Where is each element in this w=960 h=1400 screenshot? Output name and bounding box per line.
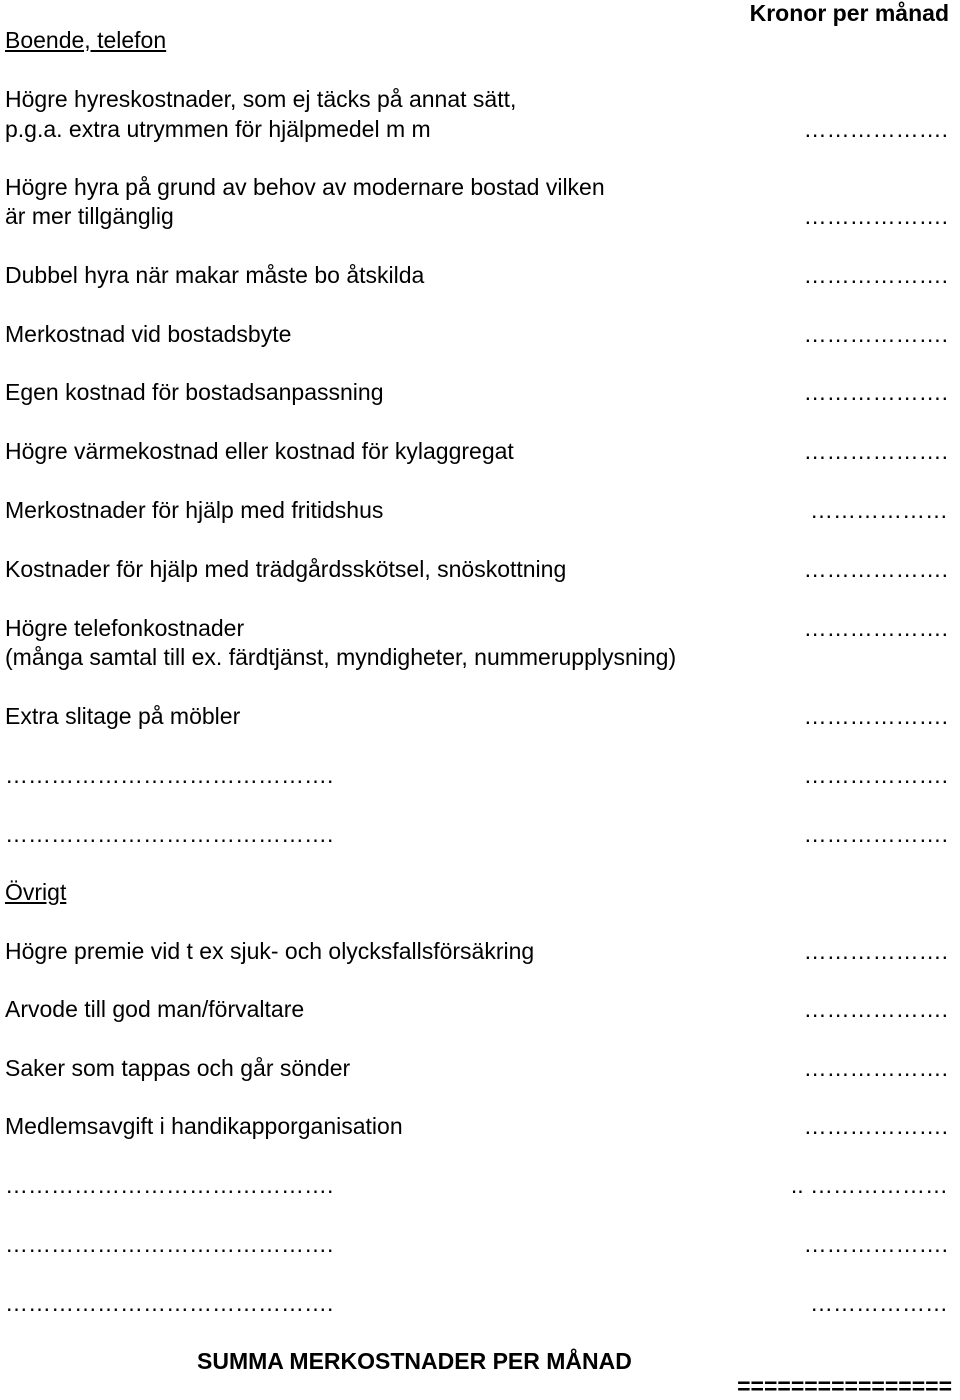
amount-premie: ………………. — [803, 938, 948, 964]
blank-line-right: ………………. — [803, 821, 948, 847]
label-bostadsbyte: Merkostnad vid bostadsbyte — [5, 321, 292, 347]
column-header: Kronor per månad — [749, 0, 949, 26]
blank-line-right: ……………… — [810, 1290, 948, 1316]
amount-bostadsbyte: ………………. — [803, 321, 948, 347]
label-telefon-line2: (många samtal till ex. färdtjänst, myndigheter, nummerupplysning) — [5, 644, 677, 670]
label-arvode: Arvode till god man/förvaltare — [5, 996, 305, 1022]
label-bostadsanpassning: Egen kostnad för bostadsanpassning — [5, 379, 384, 405]
section-heading-boende: Boende, telefon — [5, 27, 167, 53]
amount-dubbel-hyra: ………………. — [803, 262, 948, 288]
blank-line-left: ……………………………………. — [5, 1172, 334, 1198]
blank-line-right: ………………. — [803, 1231, 948, 1257]
amount-arvode: ………………. — [803, 996, 948, 1022]
label-premie: Högre premie vid t ex sjuk- och olycksfallsförsäkring — [5, 938, 535, 964]
amount-medlemsavgift: ………………. — [803, 1113, 948, 1139]
summa-label: SUMMA MERKOSTNADER PER MÅNAD — [197, 1348, 632, 1374]
label-saker: Saker som tappas och går sönder — [5, 1055, 351, 1081]
label-varmekostnad: Högre värmekostnad eller kostnad för kylaggregat — [5, 438, 514, 464]
amount-bostadsanpassning: ………………. — [803, 379, 948, 405]
label-modernare-line1: Högre hyra på grund av behov av modernare bostad vilken — [5, 174, 605, 200]
label-slitage: Extra slitage på möbler — [5, 703, 241, 729]
amount-fritidshus: ……………… — [810, 497, 948, 523]
amount-hyreskostnader: ………………. — [803, 116, 948, 142]
blank-line-left: ……………………………………. — [5, 1231, 334, 1257]
amount-telefon: ………………. — [803, 615, 948, 641]
amount-varmekostnad: ………………. — [803, 438, 948, 464]
amount-modernare: ………………. — [803, 203, 948, 229]
label-medlemsavgift: Medlemsavgift i handikapporganisation — [5, 1113, 403, 1139]
blank-line-left: ……………………………………. — [5, 821, 334, 847]
label-telefon-line1: Högre telefonkostnader — [5, 615, 245, 641]
blank-line-left: ……………………………………. — [5, 1290, 334, 1316]
label-hyreskostnader-line1: Högre hyreskostnader, som ej täcks på annat sätt, — [5, 86, 517, 112]
label-dubbel-hyra: Dubbel hyra när makar måste bo åtskilda — [5, 262, 425, 288]
blank-line-right: .. ……………… — [790, 1172, 948, 1198]
label-tradgard: Kostnader för hjälp med trädgårdsskötsel, snöskottning — [5, 556, 567, 582]
amount-slitage: ………………. — [803, 703, 948, 729]
summa-line: ================ — [737, 1373, 952, 1399]
amount-saker: ………………. — [803, 1055, 948, 1081]
blank-line-right: ………………. — [803, 762, 948, 788]
label-modernare-line2: är mer tillgänglig — [5, 203, 174, 229]
blank-line-left: ……………………………………. — [5, 762, 334, 788]
section-heading-ovrigt: Övrigt — [5, 879, 67, 905]
amount-tradgard: ………………. — [803, 556, 948, 582]
label-fritidshus: Merkostnader för hjälp med fritidshus — [5, 497, 384, 523]
label-hyreskostnader-line2: p.g.a. extra utrymmen för hjälpmedel m m — [5, 116, 431, 142]
